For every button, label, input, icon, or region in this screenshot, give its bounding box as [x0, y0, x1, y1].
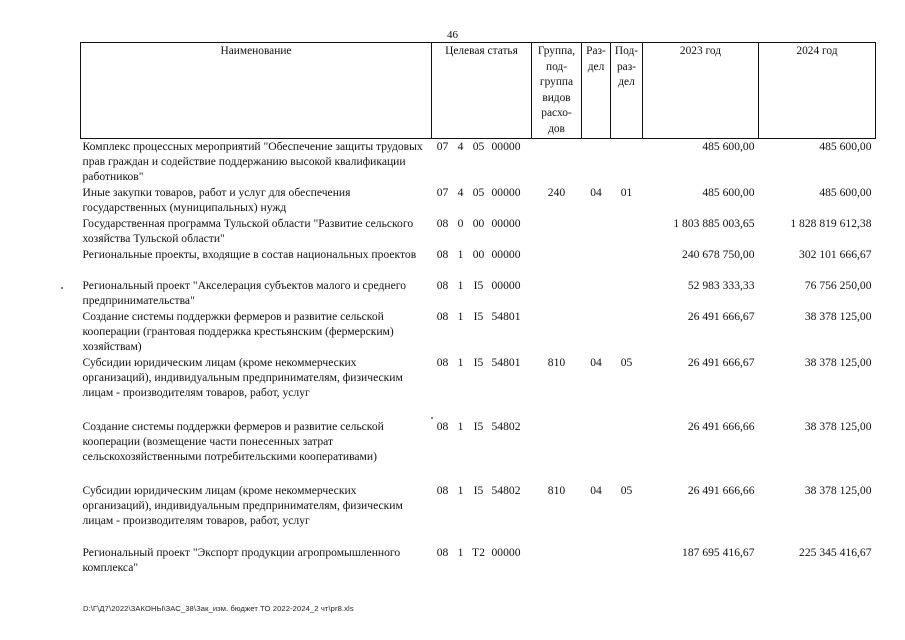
- table-row: [81, 139, 876, 185]
- row-code-program: 08: [436, 419, 449, 433]
- row-code-direction: 54801: [491, 355, 521, 369]
- row-code-direction: 54802: [491, 483, 521, 497]
- row-expense-group: [532, 247, 582, 278]
- row-value-2023: 26 491 666,67: [687, 309, 755, 323]
- table-row: [81, 545, 876, 576]
- row-code-program: 08: [436, 483, 449, 497]
- row-subsection: [611, 309, 643, 355]
- table-row: [81, 483, 876, 545]
- row-section: [582, 545, 611, 576]
- row-value-2023: 240 678 750,00: [682, 247, 755, 261]
- row-subsection: [611, 545, 643, 576]
- row-code-direction: 00000: [491, 247, 521, 261]
- row-code-program: 08: [436, 309, 449, 323]
- row-code-type: 1: [457, 247, 464, 261]
- header-year-2023: 2023 год: [643, 43, 759, 139]
- table-row: [81, 278, 876, 309]
- row-value-2023: 187 695 416,67: [682, 545, 755, 559]
- row-code-program: 08: [436, 278, 449, 292]
- row-section: [582, 139, 611, 185]
- row-section: [582, 216, 611, 247]
- header-expense-group: Группа, под-группа видов расхо-дов: [532, 43, 582, 139]
- row-expense-group: [532, 545, 582, 576]
- row-code-structure: I5: [473, 483, 484, 497]
- row-expense-group: 810: [547, 483, 566, 497]
- row-subsection: [611, 216, 643, 247]
- row-expense-group: [532, 309, 582, 355]
- row-value-2024: 1 828 819 612,38: [790, 216, 872, 230]
- header-target-article: Целевая статья: [432, 43, 532, 139]
- row-expense-group: 810: [547, 355, 566, 369]
- header-section: Раз-дел: [582, 43, 611, 139]
- row-code-structure: I5: [473, 278, 484, 292]
- table-row: [81, 185, 876, 216]
- row-name: Субсидии юридическим лицам (кроме некоммерческих организаций), индивидуальным предпринимателям, физическим лицам - производителям товаров, работ, услуг: [82, 355, 403, 399]
- budget-table-container: [80, 42, 875, 576]
- row-value-2024: 485 600,00: [819, 140, 872, 153]
- row-subsection: 05: [620, 483, 633, 497]
- row-code-program: 07: [436, 140, 449, 153]
- row-name: Комплекс процессных мероприятий "Обеспечение защиты трудовых прав граждан и содействие поддержанию высокой квалификации работников": [82, 140, 423, 183]
- table-header-row: [81, 43, 876, 139]
- table-row: [81, 247, 876, 278]
- row-name: Иные закупки товаров, работ и услуг для обеспечения государственных (муниципальных) нужд: [82, 185, 351, 214]
- row-section: [582, 309, 611, 355]
- row-expense-group: 240: [547, 185, 566, 199]
- row-expense-group: [532, 419, 582, 483]
- row-value-2024: 225 345 416,67: [799, 545, 872, 559]
- row-value-2023: 485 600,00: [702, 140, 755, 153]
- row-code-program: 08: [436, 247, 449, 261]
- row-expense-group: [532, 278, 582, 309]
- table-row: [81, 309, 876, 355]
- page-number: 46: [447, 29, 458, 41]
- row-value-2024: 38 378 125,00: [804, 355, 872, 369]
- row-section: 04: [590, 355, 602, 369]
- row-code-direction: 00000: [491, 140, 521, 153]
- row-code-structure: 00: [472, 247, 485, 261]
- row-code-type: 1: [457, 545, 464, 559]
- row-value-2023: 26 491 666,66: [687, 419, 755, 433]
- row-code-type: 1: [457, 309, 464, 323]
- row-subsection: [611, 278, 643, 309]
- footer-file-path: D:\Г\Д7\2022\ЗАКОНЫ\ЗАС_38\Зак_изм. бюджет ТО 2022-2024_2 чт\pr8.xls: [83, 604, 354, 613]
- row-name: Создание системы поддержки фермеров и развитие сельской кооперации (возмещение части понесенных затрат сельскохозяйственными потребительскими кооперативами): [82, 419, 384, 463]
- row-code-direction: 00000: [491, 185, 521, 199]
- row-code-type: 1: [457, 278, 464, 292]
- row-value-2024: 38 378 125,00: [804, 419, 872, 433]
- row-section: [582, 419, 611, 483]
- row-code-type: 1: [457, 483, 464, 497]
- row-code-structure: 00: [472, 216, 485, 230]
- scan-artifact-dot: [431, 417, 433, 419]
- row-subsection: [611, 247, 643, 278]
- row-value-2023: 52 983 333,33: [687, 278, 755, 292]
- row-value-2024: 76 756 250,00: [804, 278, 872, 292]
- row-code-program: 08: [436, 216, 449, 230]
- row-value-2023: 485 600,00: [702, 185, 755, 199]
- row-value-2024: 302 101 666,67: [799, 247, 872, 261]
- row-section: [582, 247, 611, 278]
- row-name: Региональный проект "Экспорт продукции агропромышленного комплекса": [82, 545, 401, 574]
- row-value-2024: 38 378 125,00: [804, 483, 872, 497]
- row-code-structure: I5: [473, 355, 484, 369]
- row-value-2023: 26 491 666,66: [687, 483, 755, 497]
- row-code-structure: 05: [472, 185, 485, 199]
- row-subsection: [611, 419, 643, 483]
- table-row: [81, 216, 876, 247]
- row-code-structure: T2: [472, 545, 485, 559]
- row-code-structure: I5: [473, 419, 484, 433]
- row-code-program: 08: [436, 355, 449, 369]
- row-expense-group: [532, 216, 582, 247]
- row-name: Создание системы поддержки фермеров и развитие сельской кооперации (грантовая поддержка крестьянским (фермерским) хозяйствам): [82, 309, 394, 353]
- table-row: [81, 355, 876, 419]
- row-code-program: 08: [436, 545, 449, 559]
- row-name: Региональные проекты, входящие в состав национальных проектов: [82, 247, 417, 261]
- row-code-type: 0: [457, 216, 464, 230]
- row-code-direction: 54802: [491, 419, 521, 433]
- row-code-direction: 00000: [491, 545, 521, 559]
- row-section: 04: [590, 185, 602, 199]
- row-subsection: 01: [620, 185, 633, 199]
- header-year-2024: 2024 год: [759, 43, 876, 139]
- row-code-type: 4: [457, 185, 464, 199]
- row-expense-group: [532, 139, 582, 185]
- row-name: Субсидии юридическим лицам (кроме некоммерческих организаций), индивидуальным предпринимателям, физическим лицам - производителям товаров, работ, услуг: [82, 483, 403, 527]
- row-code-program: 07: [436, 185, 449, 199]
- row-code-structure: 05: [472, 140, 485, 153]
- row-value-2023: 26 491 666,67: [687, 355, 755, 369]
- row-name: Государственная программа Тульской области "Развитие сельского хозяйства Тульской области": [82, 216, 414, 245]
- row-subsection: 05: [620, 355, 633, 369]
- row-code-direction: 00000: [491, 278, 521, 292]
- row-subsection: [611, 139, 643, 185]
- budget-table: [80, 42, 876, 576]
- row-section: 04: [590, 483, 602, 497]
- table-row: [81, 419, 876, 483]
- row-section: [582, 278, 611, 309]
- row-code-type: 4: [457, 140, 464, 153]
- row-value-2024: 485 600,00: [819, 185, 872, 199]
- row-code-structure: I5: [473, 309, 484, 323]
- row-value-2023: 1 803 885 003,65: [673, 216, 755, 230]
- row-code-type: 1: [457, 419, 464, 433]
- row-name: Региональный проект "Акселерация субъектов малого и среднего предпринимательства": [82, 278, 406, 307]
- row-code-direction: 00000: [491, 216, 521, 230]
- row-code-type: 1: [457, 355, 464, 369]
- scan-artifact-dot: [61, 287, 63, 289]
- row-value-2024: 38 378 125,00: [804, 309, 872, 323]
- row-code-direction: 54801: [491, 309, 521, 323]
- header-name: Наименование: [81, 43, 432, 139]
- header-subsection: Под-раз-дел: [611, 43, 643, 139]
